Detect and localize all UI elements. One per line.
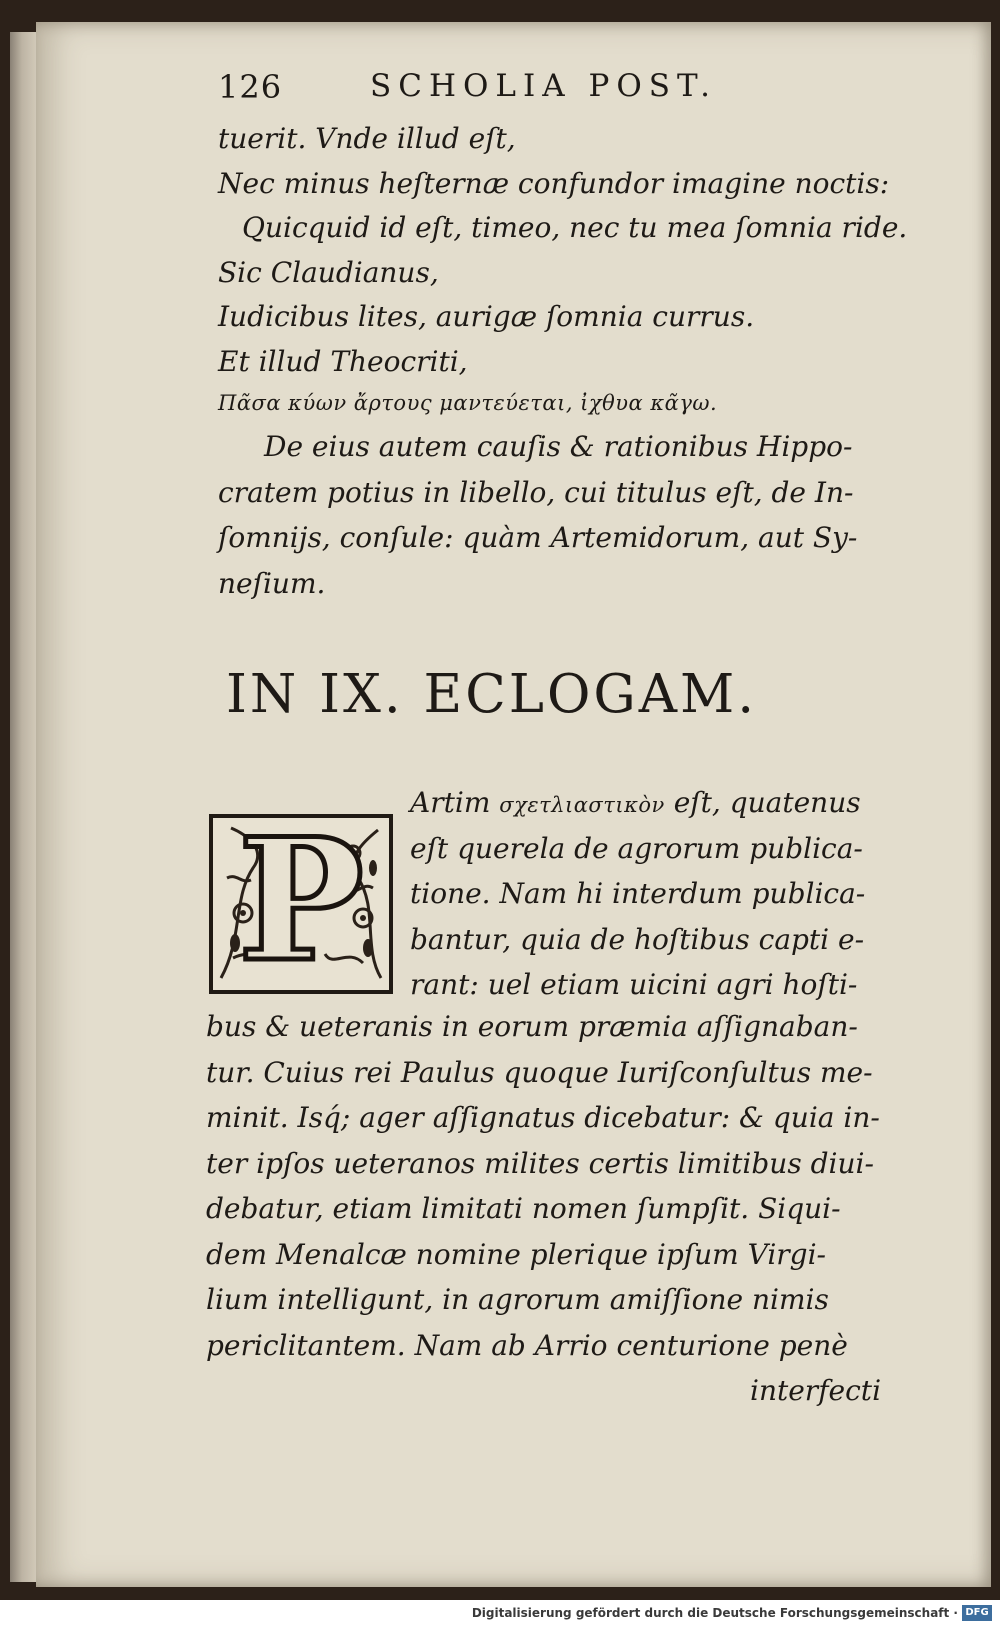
text-line: periclitantem. Nam ab Arrio centurione penè (206, 1328, 848, 1362)
text-line: Nec minus heſternæ confundor imagine noctis: (218, 166, 890, 200)
text-line: Quicquid id eſt, timeo, nec tu mea ſomnia ride. (242, 211, 908, 244)
text-segment: Artim (410, 786, 500, 819)
text-segment: eſt, quatenus (664, 786, 861, 819)
text-line: cratem potius in libello, cui titulus eſt, de In- (218, 475, 854, 509)
running-head (218, 68, 788, 108)
greek-word: σχετλιαστικὸν (499, 793, 665, 817)
running-title: SCHOLIA POST. (370, 68, 717, 104)
text-line: neſium. (218, 566, 326, 600)
page-number: 126 (218, 68, 283, 106)
text-line: minit. Isq́; ager aſſignatus dicebatur: & quia in- (206, 1101, 880, 1134)
greek-line (218, 384, 717, 417)
text-line: De eius autem cauſis & rationibus Hippo- (264, 430, 853, 463)
section-title: IN IX. ECLOGAM. (226, 664, 758, 725)
text-segment: eſt querela de agrorum publica- (410, 831, 863, 865)
text-line: tuerit. Vnde illud eſt, (218, 122, 516, 155)
dfg-logo-icon: DFG (962, 1605, 992, 1621)
text-line: ter ipſos ueteranos milites certis limitibus diui- (206, 1146, 874, 1180)
text-segment: rant: uel etiam uicini agri hoſti- (410, 968, 858, 1001)
footer-credit: Digitalisierung gefördert durch die Deutsche Forschungsgemeinschaft · (471, 1606, 958, 1620)
text-line (410, 786, 861, 819)
text-line (410, 923, 864, 956)
text-line (410, 968, 857, 1001)
decorated-initial (209, 814, 393, 994)
text-line: Sic Claudianus, (218, 255, 439, 289)
text-line: tur. Cuius rei Paulus quoque Iuriſconſultus me- (206, 1055, 873, 1089)
text-line: lium intelligunt, in agrorum amiſſione nimis (206, 1283, 829, 1316)
text-segment: bantur, quia de hoſtibus capti e- (410, 922, 865, 956)
text-line: Iudicibus lites, aurigæ ſomnia currus. (218, 300, 755, 333)
initial-letter: P (237, 814, 365, 994)
text-line: ſomnijs, conſule: quàm Artemidorum, aut Sy- (218, 521, 858, 554)
catchword: interfecti (750, 1374, 882, 1407)
text-line: bus & ueteranis in eorum præmia aſſignaban- (206, 1010, 858, 1043)
greek-quote: Πᾶσα κύων ἄρτους μαντεύεται, ἰχθυα κᾶγω. (218, 391, 718, 415)
footer-bar (0, 1600, 1000, 1627)
text-line (410, 877, 865, 910)
text-line: Et illud Theocriti, (218, 344, 468, 378)
text-segment: tione. Nam hi interdum publica- (410, 877, 866, 910)
text-line (410, 832, 863, 865)
text-line: dem Menalcæ nomine plerique ipſum Virgi- (206, 1237, 827, 1271)
text-line: debatur, etiam limitati nomen ſumpſit. Siqui- (206, 1192, 841, 1225)
